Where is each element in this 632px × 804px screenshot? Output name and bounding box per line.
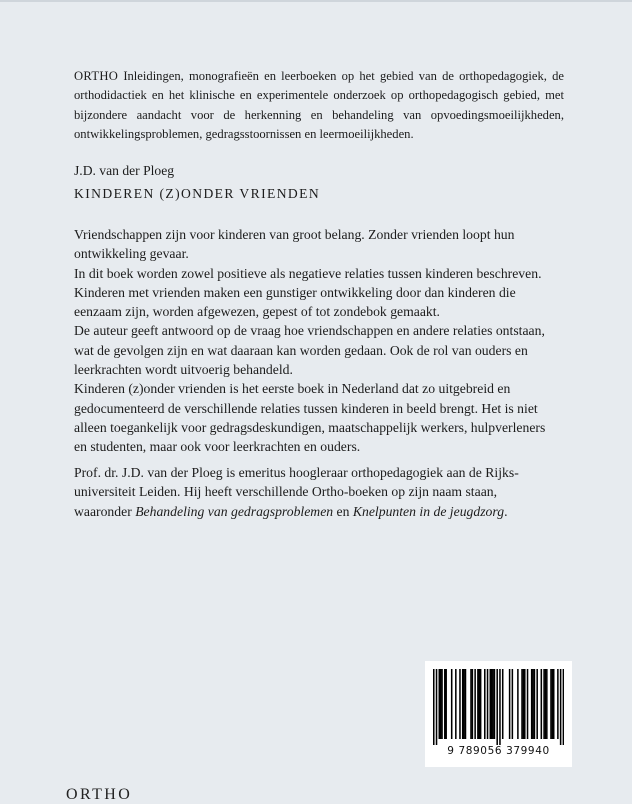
barcode-bar: [543, 669, 545, 739]
barcode-bar: [445, 669, 447, 739]
barcode-bar: [439, 669, 441, 739]
publisher-name: ORTHO: [66, 786, 133, 803]
author-bio: [74, 463, 551, 521]
barcode-bar: [444, 669, 446, 739]
barcode-bar: [462, 669, 464, 739]
barcode-bar: [550, 669, 552, 739]
barcode-bar: [532, 669, 534, 739]
barcode-bar: [484, 669, 486, 739]
blurb-paragraph: In dit boek worden zowel positieve als negatieve relaties tussen kinderen beschreven. Kinderen met vrienden maken een gunstiger ontwikkeling door dan kinderen die eenzaam zijn, worden afgewezen, gepest of tot zondebok gemaakt.: [74, 265, 542, 320]
barcode-bar: [541, 669, 543, 739]
barcode-bar: [455, 669, 457, 739]
barcode-bar: [433, 669, 435, 745]
barcode-bars: [433, 669, 564, 745]
barcode-bar: [479, 669, 481, 739]
barcode-bar: [492, 669, 494, 739]
top-border: [0, 0, 632, 2]
book-blurb: [74, 225, 551, 457]
barcode-bar: [470, 669, 472, 739]
blurb-paragraph: Kinderen (z)onder vrienden is het eerste boek in Nederland dat zo uitgebreid en gedocumenteerd de verschillende relaties tussen kinderen in beeld brengt. Het is niet alleen toegankelijk voor gedragsdeskundigen, maatschappelijk werkers, hulpverleners en studenten, maar ook voor leerkrachten en ouders.: [74, 381, 546, 455]
book-title: KINDEREN (Z)ONDER VRIENDEN: [74, 186, 321, 201]
barcode-bar: [440, 669, 442, 739]
barcode-bar: [487, 669, 489, 739]
series-text: Inleidingen, monografieën en leerboeken op het gebied van de orthopedagogiek, de orthodidactiek en het klinische en experimentele onderzoek op orthopedagogisch gebied, met bijzondere aandacht voor de herkenning en behandeling van opvoedingsmoeilijkheden, ontwikkelingsproblemen, gedragsstoornissen en leermoeilijkheden.: [74, 69, 564, 142]
barcode: [425, 661, 572, 767]
series-name: ORTHO: [74, 69, 119, 83]
bio-connector: en: [336, 503, 350, 519]
barcode-bar: [491, 669, 493, 739]
barcode-bar: [536, 669, 538, 739]
bio-text: Prof. dr. J.D. van der Ploeg is emeritus hoogleraar orthopedagogiek aan de Rijksuniversiteit Leiden. Hij heeft verschillende Ortho-boeken op zijn naam staan, waaronder: [74, 465, 519, 519]
barcode-bar: [502, 669, 504, 739]
book-author: J.D. van der Ploeg: [74, 163, 175, 178]
barcode-bar: [499, 669, 501, 745]
barcode-bar: [553, 669, 555, 739]
blurb-paragraph: De auteur geeft antwoord op de vraag hoe vriendschappen en andere relaties ontstaan, wat de gevolgen zijn en wat daaraan kan worden gedaan. Ook de rol van ouders en leerkrachten wordt uitvoerig behandeld.: [74, 323, 545, 378]
barcode-bar: [480, 669, 482, 739]
bio-work-title: Behandeling van gedragsproblemen: [135, 503, 334, 519]
barcode-bar: [546, 669, 548, 739]
barcode-bar: [451, 669, 453, 739]
barcode-bar: [560, 669, 562, 745]
series-description: [74, 67, 564, 145]
barcode-bar: [552, 669, 554, 739]
barcode-bar: [524, 669, 526, 739]
barcode-bar: [459, 669, 461, 739]
barcode-bar: [545, 669, 547, 739]
barcode-bar: [494, 669, 496, 739]
barcode-bar: [534, 669, 536, 739]
barcode-bar: [436, 669, 438, 745]
bio-work-title: Knelpunten in de jeugdzorg: [352, 503, 505, 519]
barcode-bar: [531, 669, 533, 739]
barcode-bar: [441, 669, 443, 739]
barcode-bar: [477, 669, 479, 739]
barcode-bar: [465, 669, 467, 739]
barcode-bar: [527, 669, 529, 739]
barcode-bar: [563, 669, 564, 745]
bio-end: .: [504, 503, 508, 519]
barcode-bar: [490, 669, 492, 739]
barcode-bar: [474, 669, 476, 739]
barcode-bar: [509, 669, 511, 739]
barcode-bar: [523, 669, 525, 739]
barcode-bar: [472, 669, 474, 739]
barcode-bar: [496, 669, 498, 745]
barcode-bar: [557, 669, 559, 739]
barcode-bar: [512, 669, 514, 739]
blurb-paragraph: Vriendschappen zijn voor kinderen van groot belang. Zonder vrienden loopt hun ontwikkeling gevaar.: [74, 227, 515, 262]
isbn-number: 9 789056 379940: [447, 745, 550, 757]
barcode-bar: [517, 669, 519, 739]
barcode-bar: [521, 669, 523, 739]
barcode-bar: [463, 669, 465, 739]
